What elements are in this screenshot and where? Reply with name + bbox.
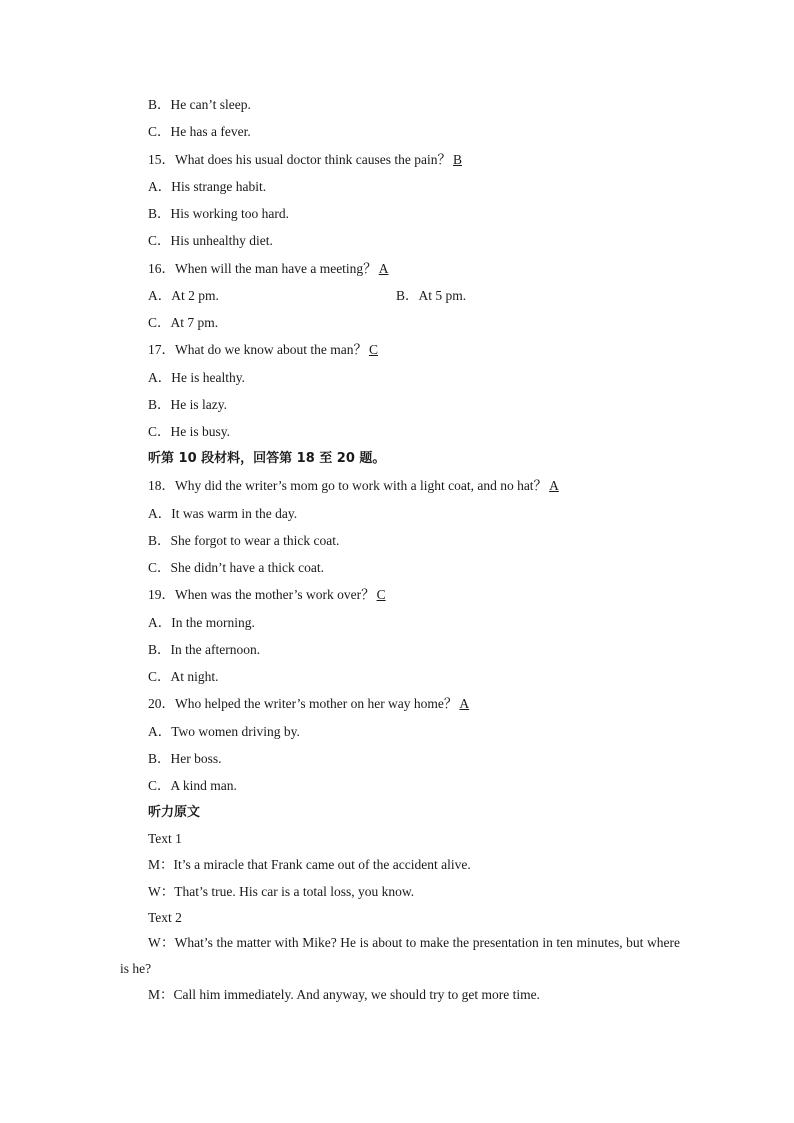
option-16-c: C．At 7 pm. xyxy=(148,315,219,330)
question-19 xyxy=(148,586,386,604)
answer-17: C xyxy=(368,342,378,357)
option-15-a: A．His strange habit. xyxy=(148,179,267,194)
text-2-woman: W：What’s the matter with Mike? He is about to make the presentation in ten minutes, but where is he? xyxy=(120,935,680,976)
option-20-c: C．A kind man. xyxy=(148,778,237,793)
section-10-heading: 听第 10 段材料，回答第 18 至 20 题。 xyxy=(148,451,386,466)
option-14-c: C．He has a fever. xyxy=(148,124,251,139)
transcript-heading: 听力原文 xyxy=(148,805,201,820)
answer-20: A xyxy=(459,696,470,711)
question-16-text: 16．When will the man have a meeting？ xyxy=(148,261,377,276)
option-17-c: C．He is busy. xyxy=(148,424,231,439)
option-19-b: B．In the afternoon. xyxy=(148,642,261,657)
question-18 xyxy=(148,477,559,495)
question-20 xyxy=(148,695,469,713)
option-19-a: A．In the morning. xyxy=(148,615,255,630)
option-17-b: B．He is lazy. xyxy=(148,397,227,412)
answer-15: B xyxy=(452,152,462,167)
question-17-text: 17．What do we know about the man？ xyxy=(148,342,367,357)
answer-18: A xyxy=(549,478,559,493)
question-20-text: 20．Who helped the writer’s mother on her way home？ xyxy=(148,696,458,711)
text-2-man: M：Call him immediately. And anyway, we should try to get more time. xyxy=(148,987,540,1002)
option-15-c: C．His unhealthy diet. xyxy=(148,233,273,248)
option-15-b: B．His working too hard. xyxy=(148,206,289,221)
question-15-text: 15．What does his usual doctor think causes the pain？ xyxy=(148,152,451,167)
text-1-woman: W：That’s true. His car is a total loss, you know. xyxy=(148,884,415,899)
option-14-b: B．He can’t sleep. xyxy=(148,97,251,112)
question-18-text: 18．Why did the writer’s mom go to work with a light coat, and no hat？ xyxy=(148,478,548,493)
text-1-man: M：It’s a miracle that Frank came out of the accident alive. xyxy=(148,857,471,872)
question-15 xyxy=(148,151,462,169)
question-17 xyxy=(148,341,378,359)
text-1-label: Text 1 xyxy=(148,831,182,846)
option-18-a: A．It was warm in the day. xyxy=(148,506,298,521)
option-20-a: A．Two women driving by. xyxy=(148,724,300,739)
option-17-a: A．He is healthy. xyxy=(148,370,245,385)
option-16-b: B．At 5 pm. xyxy=(396,288,467,303)
option-18-c: C．She didn’t have a thick coat. xyxy=(148,560,324,575)
question-19-text: 19．When was the mother’s work over？ xyxy=(148,587,375,602)
text-2-label: Text 2 xyxy=(148,910,182,925)
answer-16: A xyxy=(378,261,389,276)
option-20-b: B．Her boss. xyxy=(148,751,222,766)
option-16-a: A．At 2 pm. xyxy=(148,288,219,303)
option-18-b: B．She forgot to wear a thick coat. xyxy=(148,533,340,548)
question-16 xyxy=(148,260,388,278)
answer-19: C xyxy=(376,587,386,602)
option-19-c: C．At night. xyxy=(148,669,219,684)
